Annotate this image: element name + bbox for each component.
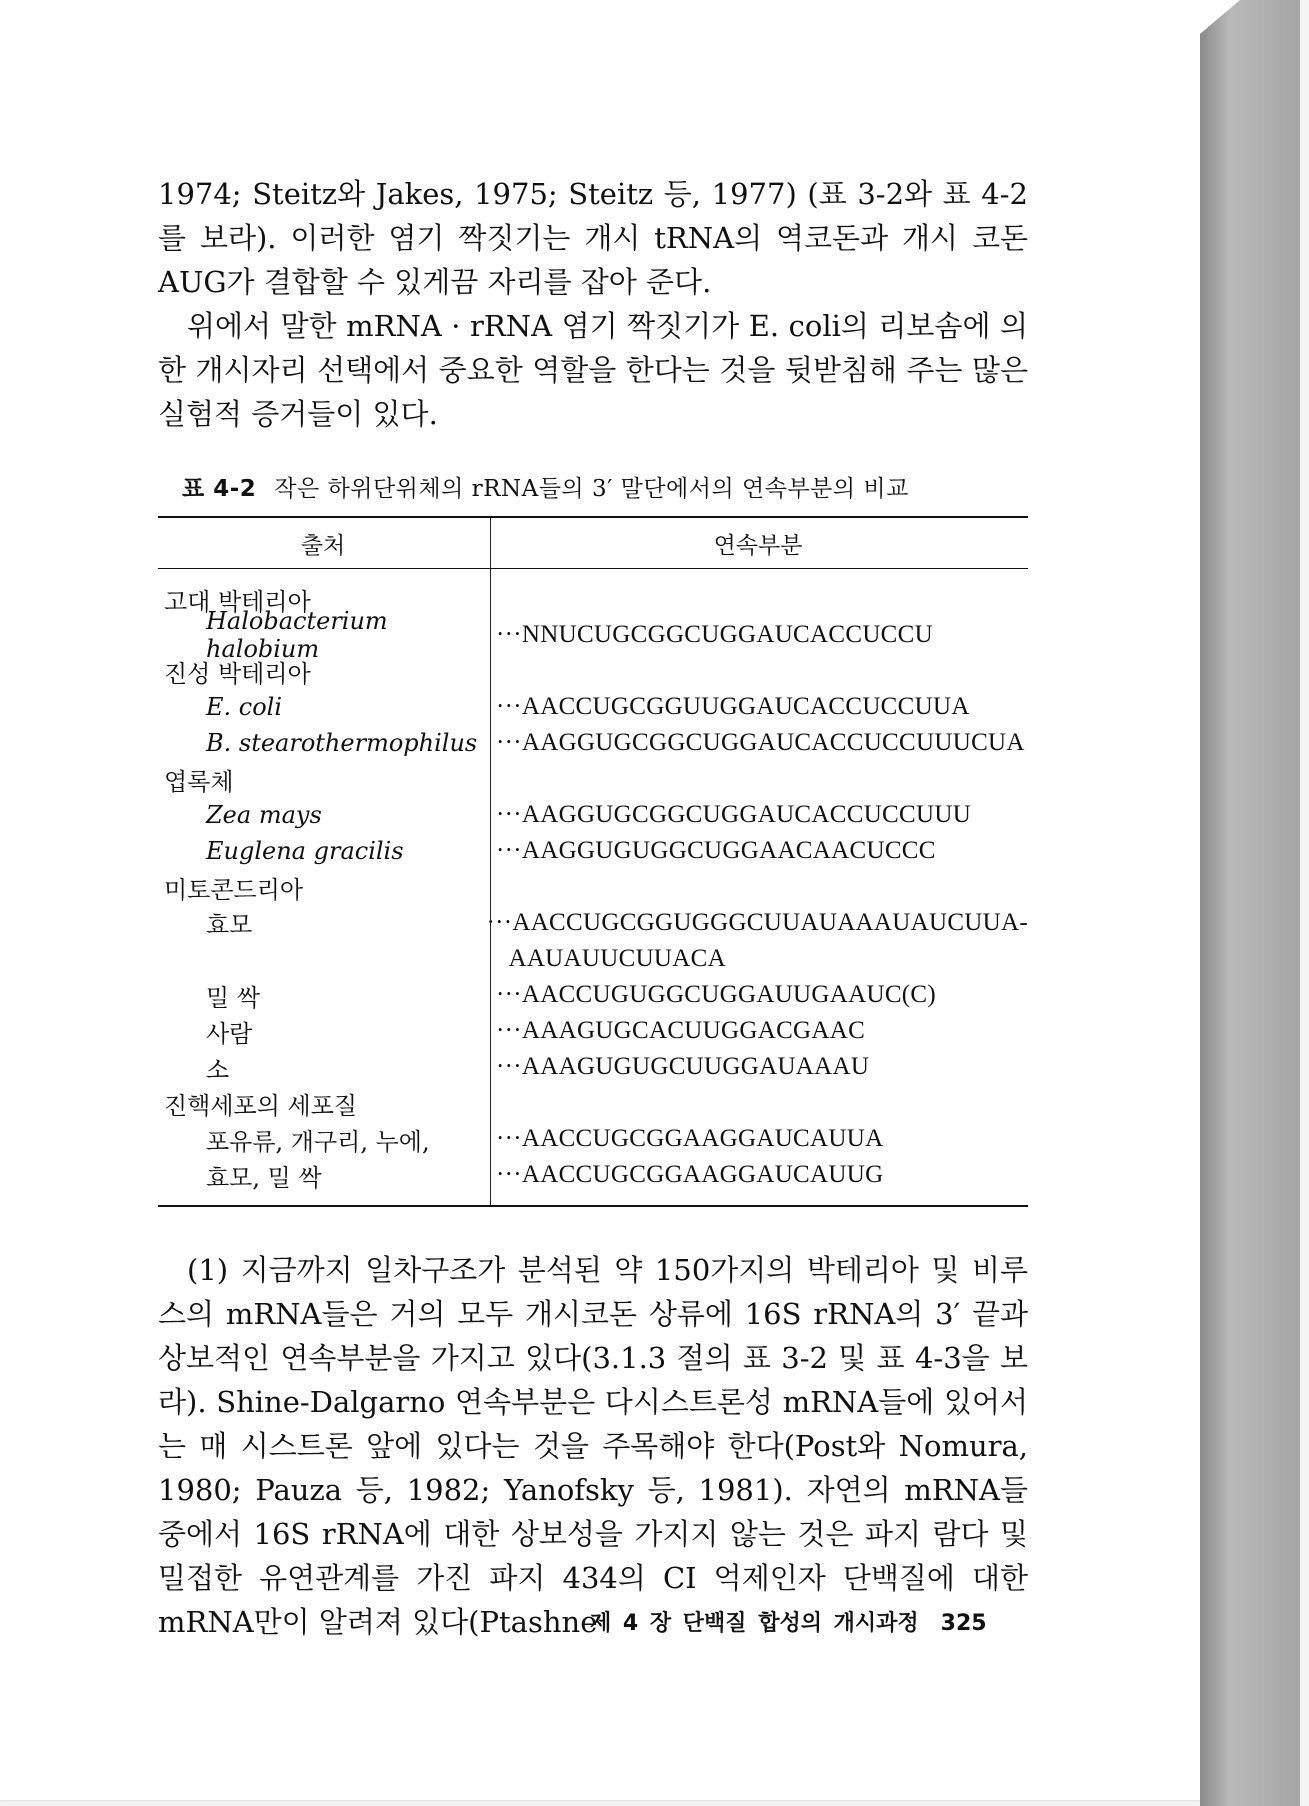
cell-source: 포유류, 개구리, 누에, — [206, 1127, 430, 1156]
cell-sequence: ···AAGGUGCGGCUGGAUCACCUCCUUU — [496, 801, 972, 828]
cell-source: Halobacterium halobium — [206, 607, 388, 663]
chapter-title: 제 4 장 단백질 합성의 개시과정 — [590, 1611, 919, 1636]
table-row — [158, 1157, 1028, 1193]
cell-source: 진성 박테리아 — [164, 659, 311, 688]
sequence-line-1: ···AACCUGCGGUGGGCUUAUAAAUAUCUUA- — [486, 909, 1028, 936]
book-spine — [1200, 0, 1300, 1806]
table-header — [158, 518, 1028, 568]
sequence-line-2: AAUAUUCUUACA — [508, 945, 726, 972]
table-row — [158, 761, 1028, 797]
table-row — [158, 1049, 1028, 1085]
table-row — [158, 977, 1028, 1013]
cell-source: 효모 — [206, 911, 253, 939]
cell-source: 미토콘드리아 — [164, 875, 304, 904]
cell-source: 효모, 밀 싹 — [206, 1163, 322, 1192]
table-row — [158, 797, 1028, 833]
table-row — [158, 607, 1028, 663]
cell-source: 밀 싹 — [206, 983, 260, 1012]
table-bottom-rule — [158, 1205, 1028, 1207]
table-row — [158, 1013, 1028, 1049]
cell-source: 엽록체 — [164, 767, 234, 796]
cell-source: 소 — [206, 1055, 230, 1084]
table-row — [158, 1121, 1028, 1157]
sequence-table — [158, 516, 1028, 1207]
cell-source: 고대 박테리아 — [164, 587, 311, 616]
cell-sequence — [480, 905, 1028, 977]
cell-sequence: ···AAAGUGUGCUUGGAUAAAU — [496, 1053, 870, 1080]
cell-source: Zea mays — [206, 801, 322, 829]
column-divider — [490, 569, 491, 1205]
cell-sequence: ···AAAGUGCACUUGGACGAAC — [496, 1017, 866, 1044]
table-row — [158, 905, 1028, 977]
body-paragraph: (1) 지금까지 일차구조가 분석된 약 150가지의 박테리아 및 비루스의 mRNA들은 거의 모두 개시코돈 상류에 16S rRNA의 3′ 끝과 상보적인 연속부분을 가지고 있다(3.1.3 절의 표 3-2 및 표 4-3을 보라). Shine-Dalgarno 연속부분은 다시스트론성 mRNA들에 있어서는 매 시스트론 앞에 있다는 것을 주목해야 한다(Post와 Nomura, 1980; Pauza 등, 1982; Yanofsky 등, 1981). 자연의 mRNA들 중에서 16S rRNA에 대한 상보성을 가지지 않는 것은 파지 람다 및 밀접한 유연관계를 가진 파지 434의 CI 억제인자 단백질에 대한 mRNA만이 알려져 있다(Ptashne — [158, 1253, 1028, 1639]
cell-sequence: ···AACCUGCGGUUGGAUCACCUCCUUA — [496, 693, 970, 720]
cell-sequence: ···AACCUGCGGAAGGAUCAUUG — [496, 1161, 884, 1188]
intro-paragraph-1: 1974; Steitz와 Jakes, 1975; Steitz 등, 1977) (표 3-2와 표 4-2를 보라). 이러한 염기 짝짓기는 개시 tRNA의 역코돈과 개시 코돈 AUG가 결합할 수 있게끔 자리를 잡아 준다. — [158, 177, 1028, 299]
spine-corner — [1200, 0, 1240, 34]
cell-source: E. coli — [206, 693, 283, 721]
table-row — [158, 1085, 1028, 1121]
table-row — [158, 725, 1028, 761]
table-row — [158, 653, 1028, 689]
column-divider — [490, 518, 491, 568]
table-row — [158, 689, 1028, 725]
cell-source: B. stearothermophilus — [206, 729, 478, 757]
cell-sequence: ···AAGGUGUGGCUGGAACAACUCCC — [496, 837, 936, 864]
table-row — [158, 869, 1028, 905]
table-caption — [182, 470, 909, 503]
intro-text — [158, 172, 1028, 436]
header-sequence: 연속부분 — [713, 532, 803, 559]
cell-source: Euglena gracilis — [206, 837, 404, 865]
cell-sequence: ···AACCUGUGGCUGGAUUGAAUC(C) — [496, 981, 937, 1008]
cell-source: 사람 — [206, 1019, 253, 1048]
table-label: 표 4-2 — [182, 476, 257, 502]
table-body — [158, 569, 1028, 1205]
intro-paragraph-2: 위에서 말한 mRNA · rRNA 염기 짝짓기가 E. coli의 리보솜에 의한 개시자리 선택에서 중요한 역할을 한다는 것을 뒷받침해 주는 많은 실험적 증거들이 있다. — [158, 309, 1028, 431]
cell-sequence: ···AAGGUGCGGCUGGAUCACCUCCUUUCUA — [496, 729, 1025, 756]
table-caption-text: 작은 하위단위체의 rRNA들의 3′ 말단에서의 연속부분의 비교 — [274, 476, 909, 502]
header-source: 출처 — [300, 532, 346, 559]
cell-sequence: ···NNUCUGCGGCUGGAUCACCUCCU — [496, 621, 933, 648]
body-text — [158, 1248, 1028, 1644]
page-number: 325 — [940, 1611, 987, 1636]
table-row — [158, 833, 1028, 869]
cell-sequence: ···AACCUGCGGAAGGAUCAUUA — [496, 1125, 884, 1152]
cell-source: 진핵세포의 세포질 — [164, 1091, 358, 1120]
page-footer — [590, 1606, 987, 1637]
